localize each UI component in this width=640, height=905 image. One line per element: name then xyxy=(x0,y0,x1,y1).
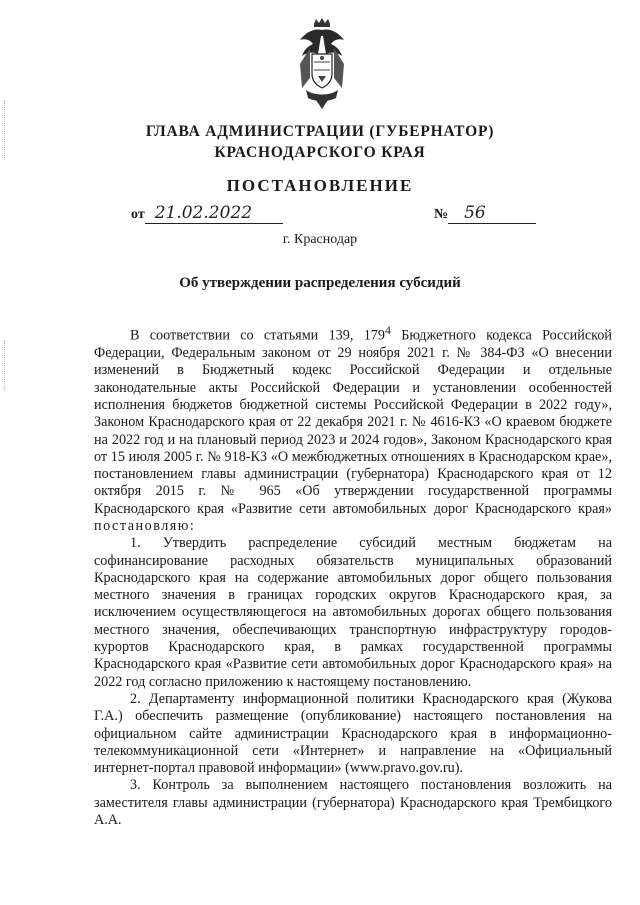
margin-mark xyxy=(4,340,7,390)
item-2-paragraph: 2. Департаменту информационной политики Краснодарского края (Жукова Г.А.) обеспечить размещение (опубликование) настоящего постановления на официальном сайте администрации Краснодарского края в информационно-телекоммуникационной сети «Интернет» и направление на «Официальный интернет-портал правовой информации» (www.pravo.gov.ru). xyxy=(94,690,612,777)
decree-word: постановляю: xyxy=(94,518,196,534)
intro-superscript: 4 xyxy=(384,323,391,337)
intro-text-part2: Бюджетного кодекса Российской Федерации, Федеральным законом от 29 ноября 2021 г. № 384-ФЗ «О внесении изменений в Бюджетный кодекс Российской Федерации и отдельные законодательные акты Российской Федерации и установлении особенностей исполнения бюджетов бюджетной системы Российской Федерации в 2022 году», Законом Краснодарского края от 22 декабря 2021 г. № 4616-КЗ «О краевом бюджете на 2022 год и на плановый период 2023 и 2024 годов», Законом Краснодарского края от 15 июля 2005 г. № 918-КЗ «О межбюджетных отношениях в Краснодарском крае», постановлением главы администрации (губернатора) Краснодарского края от 12 октября 2015 г. № 965 «Об утверждении государственной программы Краснодарского края «Развитие сети автомобильных дорог Краснодарского края» xyxy=(94,327,612,517)
number-line xyxy=(434,203,536,224)
number-value: 56 xyxy=(448,203,536,224)
document-type-title: ПОСТАНОВЛЕНИЕ xyxy=(226,176,414,195)
item-3-paragraph: 3. Контроль за выполнением настоящего постановления возложить на заместителя главы администрации (губернатора) Краснодарского края Трембицкого А.А. xyxy=(94,777,612,829)
item-1-paragraph: 1. Утвердить распределение субсидий местным бюджетам на софинансирование расходных обязательств муниципальных образований Краснодарского края на содержание автомобильных дорог общего пользования местного значения в границах городских округов Краснодарского края, за исключением осуществляющегося на автомобильных дорогах общего пользования местного значения, обеспечивающих транспортную инфраструктуру городов-курортов Краснодарского края, в рамках государственной программы Краснодарского края «Развитие сети автомобильных дорог Краснодарского края» на 2022 год согласно приложению к настоящему постановлению. xyxy=(94,535,612,690)
number-prefix: № xyxy=(434,207,449,222)
issuer-title-line1: ГЛАВА АДМИНИСТРАЦИИ (ГУБЕРНАТОР) xyxy=(145,123,495,140)
date-line xyxy=(131,203,283,224)
city-name: г. Краснодар xyxy=(282,232,358,247)
intro-text-part1: В соответствии со статьями 139, 179 xyxy=(130,327,385,344)
document-subject: Об утверждении распределения субсидий xyxy=(179,275,461,291)
date-value: 21.02.2022 xyxy=(145,203,283,224)
coat-of-arms-emblem xyxy=(296,18,348,110)
intro-paragraph xyxy=(94,322,612,535)
document-body xyxy=(94,322,612,829)
date-prefix: от xyxy=(131,207,145,222)
issuer-title-line2: КРАСНОДАРСКОГО КРАЯ xyxy=(214,144,426,161)
